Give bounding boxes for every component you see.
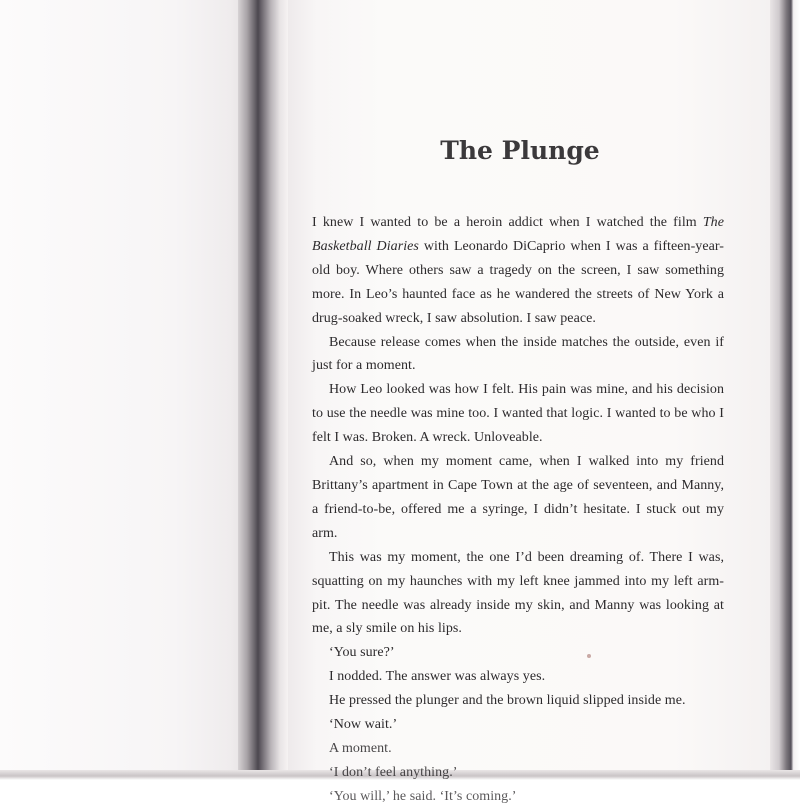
paragraph-1-text-a: I knew I wanted to be a heroin addict when I watched the film: [312, 215, 703, 230]
left-page: [0, 0, 250, 780]
page-blemish: [587, 654, 591, 658]
book-spine-gutter: [238, 0, 288, 780]
page-edge-shadow: [770, 0, 800, 780]
film-title: The Basketball Diaries: [312, 215, 724, 254]
dialogue-dont-feel: ‘I don’t feel anything.’: [329, 764, 458, 780]
dialogue-you-will: ‘You will,’ he said. ‘It’s coming.’: [329, 788, 517, 804]
chapter-title: The Plunge: [440, 136, 600, 165]
dialogue-you-sure: ‘You sure?’: [329, 645, 395, 661]
paragraph-2: Because release comes when the inside matches the outside, even if just for a moment.: [312, 334, 724, 374]
paragraph-4: And so, when my moment came, when I walked into my friend Brittany’s apartment in Cape Town at the age of seventeen, and Manny, a friend-to-be, offered me a syringe, I didn’t hesitate. I stuck out my arm.: [312, 454, 724, 541]
paragraph-nodded: I nodded. The answer was always yes.: [329, 669, 546, 685]
paragraph-plunger: He pressed the plunger and the brown liquid slipped inside me.: [329, 693, 686, 709]
paragraph-a-moment: A moment.: [329, 740, 392, 756]
paragraph-1-text-b: with Leonardo DiCaprio when I was a fifteen-year-old boy. Where others saw a tragedy on the screen, I saw something more. In Leo’s haunted face as he wandered the streets of New York a drug-soaked wreck, I saw absolution. I saw peace.: [312, 238, 724, 326]
paragraph-5: This was my moment, the one I’d been dreaming of. There I was, squatting on my haunches with my left knee jammed into my left arm-pit. The needle was already inside my skin, and Manny was looking at me, a sly smile on his lips.: [312, 549, 724, 637]
paragraph-3: How Leo looked was how I felt. His pain was mine, and his decision to use the needle was mine too. I wanted that logic. I wanted to be who I felt I was. Broken. A wreck. Unloveable.: [312, 382, 724, 446]
dialogue-now-wait: ‘Now wait.’: [329, 717, 398, 733]
paragraph-1: [312, 211, 724, 331]
page-text: [312, 136, 724, 809]
